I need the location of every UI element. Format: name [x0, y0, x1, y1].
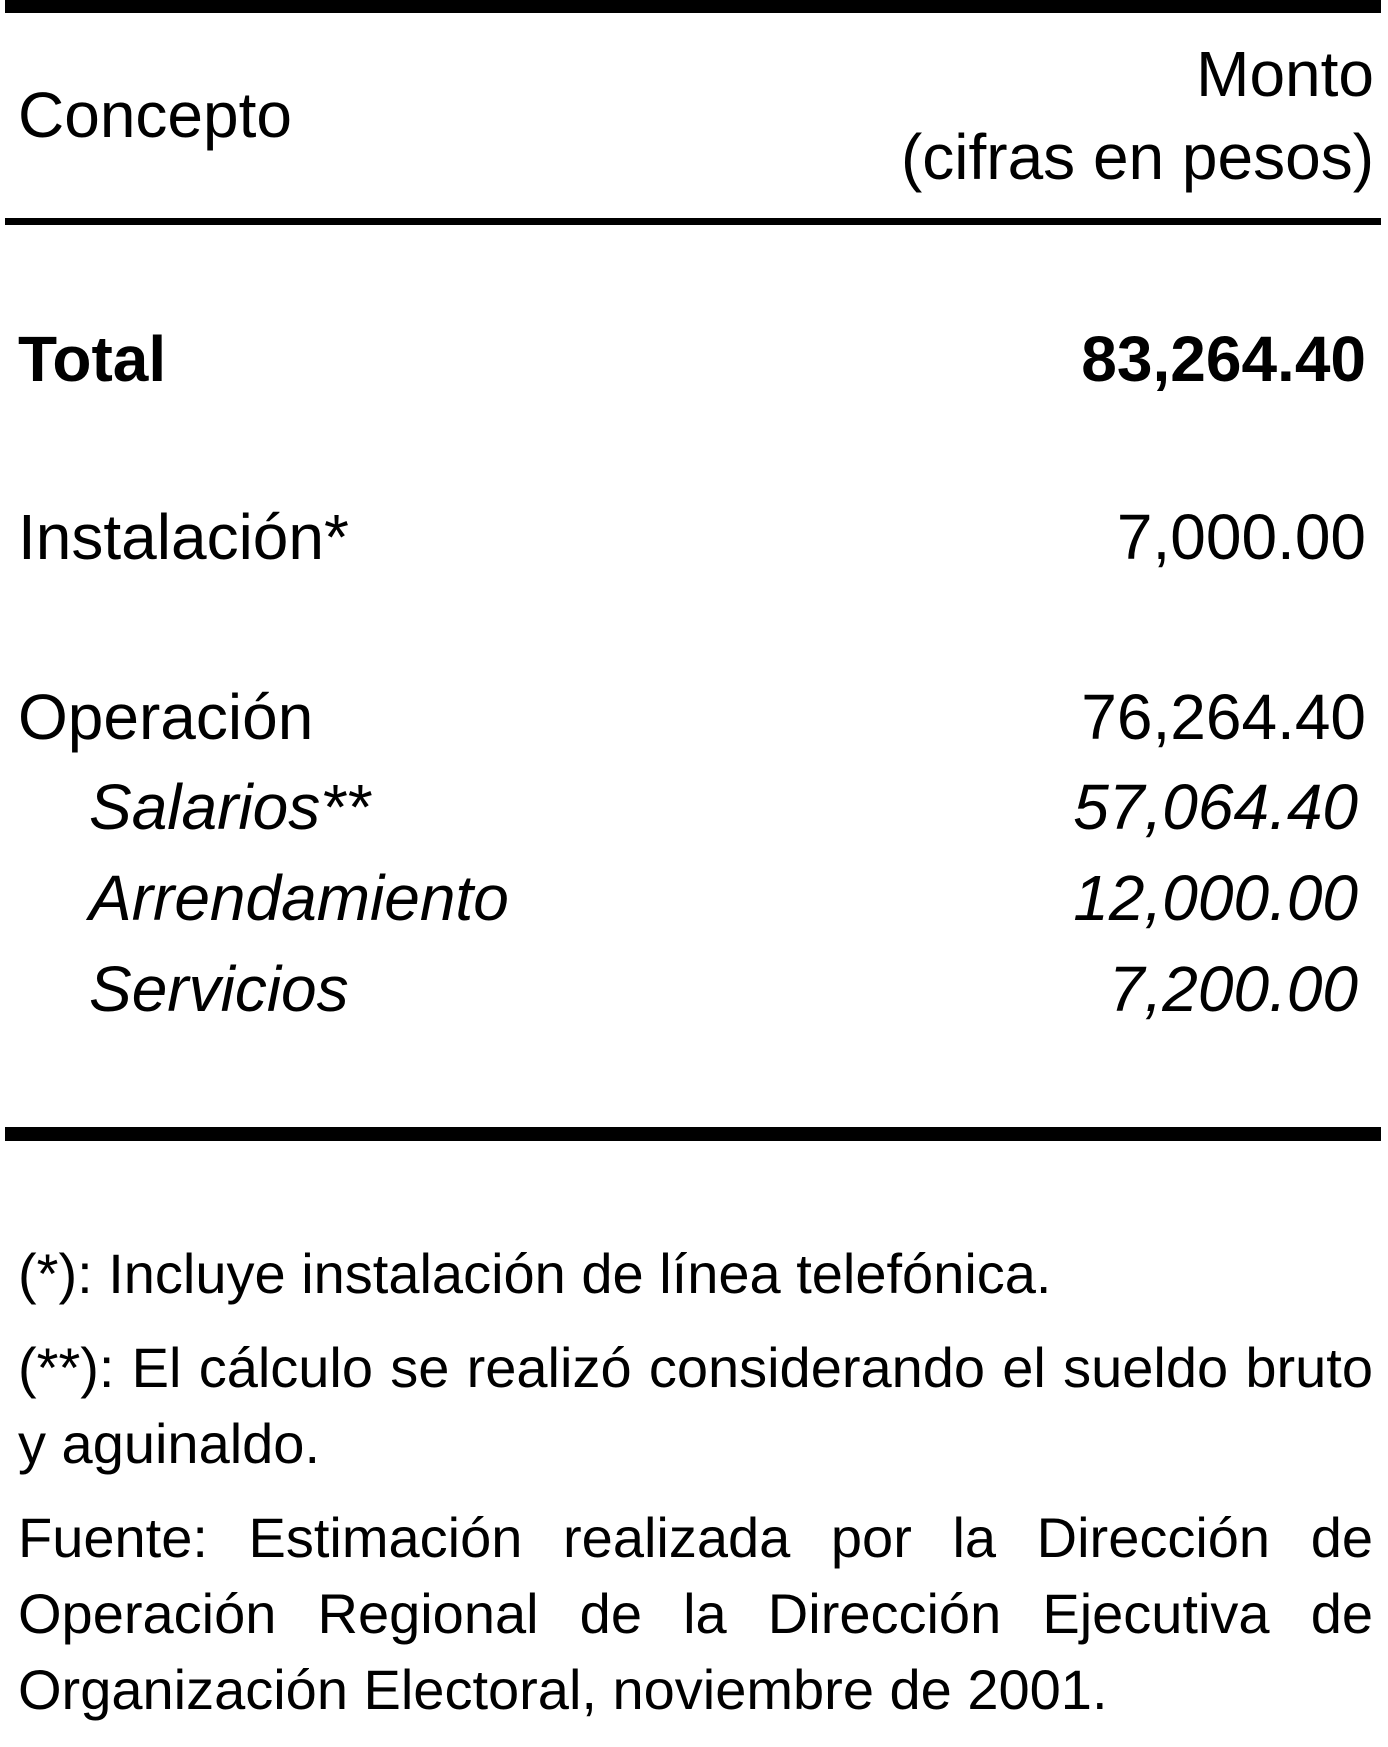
row-label-salarios: Salarios** [89, 771, 371, 843]
footnote-salaries: (**): El cálculo se realizó considerando el sueldo bruto y aguinaldo. [18, 1336, 1373, 1475]
row-label-total: Total [18, 323, 167, 395]
row-label-arrendamiento: Arrendamiento [89, 862, 509, 934]
row-value-arrendamiento: 12,000.00 [1073, 862, 1358, 934]
column-header-concepto: Concepto [18, 79, 292, 151]
row-value-operacion: 76,264.40 [1081, 681, 1366, 753]
row-label-operacion: Operación [18, 681, 314, 753]
table-bottom-rule [5, 1127, 1381, 1141]
footnote-installation: (*): Incluye instalación de línea telefónica. [18, 1242, 1052, 1305]
column-header-monto: Monto [1196, 38, 1374, 110]
row-label-instalacion: Instalación* [18, 501, 349, 573]
row-value-total: 83,264.40 [1081, 323, 1366, 395]
column-header-monto-units: (cifras en pesos) [900, 121, 1374, 193]
header-rule [5, 218, 1381, 225]
row-label-servicios: Servicios [89, 953, 349, 1025]
table-top-rule [5, 0, 1381, 13]
row-value-instalacion: 7,000.00 [1116, 501, 1366, 573]
row-value-servicios: 7,200.00 [1108, 953, 1358, 1025]
row-value-salarios: 57,064.40 [1073, 771, 1358, 843]
source-note: Fuente: Estimación realizada por la Dirección de Operación Regional de la Dirección Ejecutiva de Organización Electoral, noviembre de 2001. [18, 1506, 1373, 1721]
